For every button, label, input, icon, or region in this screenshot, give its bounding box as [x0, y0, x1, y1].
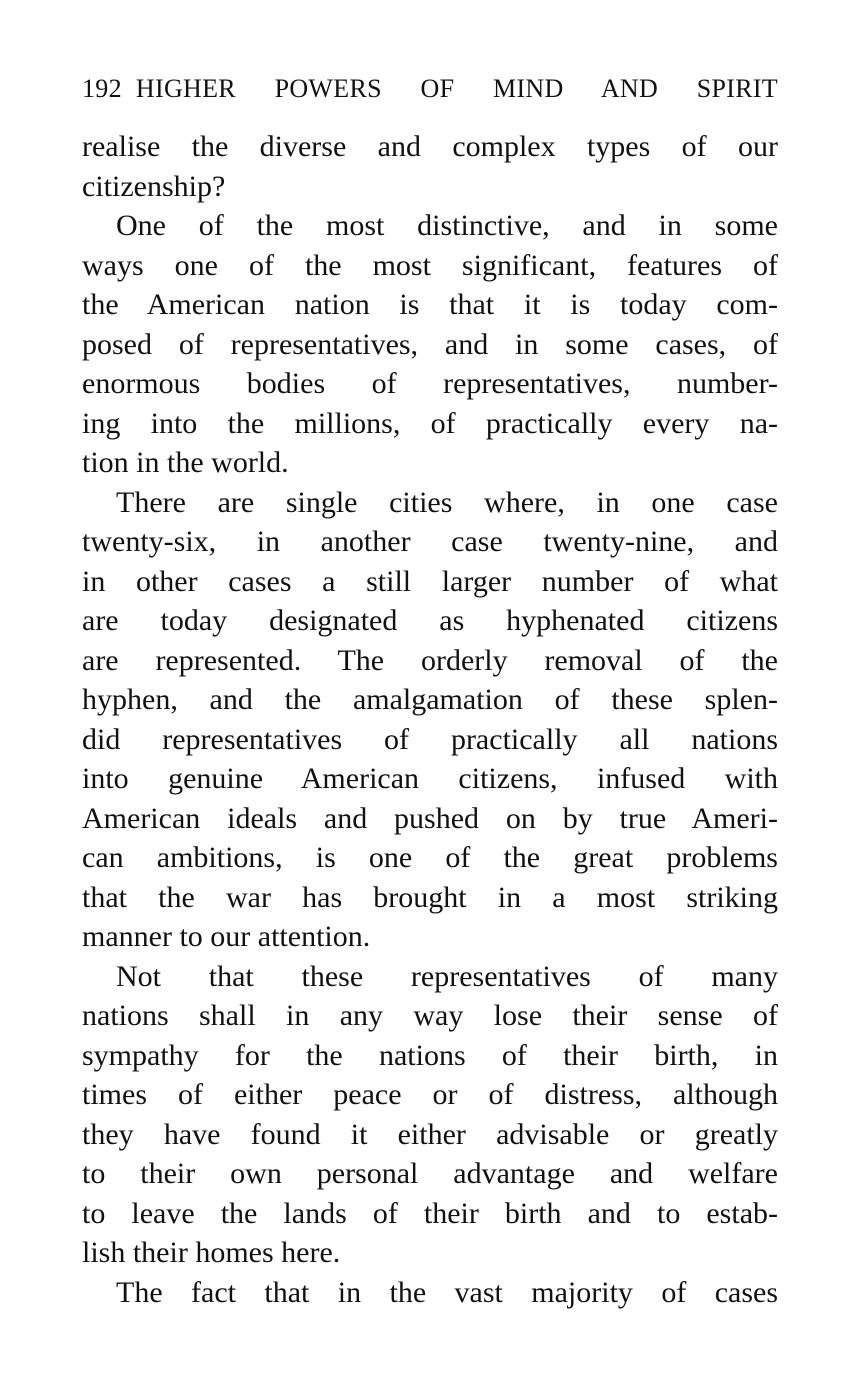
- text-line: citizenship?: [82, 169, 226, 203]
- text-line: ways one of the most significant, features of: [82, 248, 778, 282]
- text-line: they have found it either advisable or greatly: [82, 1117, 778, 1151]
- text-line: Not that these representatives of many: [116, 959, 778, 993]
- text-line: can ambitions, is one of the great problems: [82, 841, 778, 874]
- text-line: to their own personal advantage and welfare: [82, 1157, 778, 1190]
- running-title: HIGHER POWERS OF MIND AND SPIRIT: [135, 74, 778, 103]
- text-line: hyphen, and the amalgamation of these splen-: [82, 683, 778, 716]
- text-line: sympathy for the nations of their birth, in: [82, 1038, 778, 1072]
- text-line: did representatives of practically all nations: [82, 722, 778, 756]
- text-line: ing into the millions, of practically every na-: [82, 406, 778, 440]
- text-line: the American nation is that it is today com-: [82, 288, 778, 321]
- text-line: tion in the world.: [82, 446, 289, 479]
- text-line: are today designated as hyphenated citizens: [82, 604, 778, 637]
- text-line: enormous bodies of representatives, number-: [82, 367, 778, 400]
- text-line: manner to our attention.: [82, 920, 371, 953]
- text-line: lish their homes here.: [82, 1236, 341, 1269]
- text-line: that the war has brought in a most striking: [82, 880, 778, 914]
- text-line: American ideals and pushed on by true Ameri-: [82, 801, 778, 835]
- paragraph: [82, 957, 778, 1273]
- text-line: are represented. The orderly removal of the: [82, 643, 778, 677]
- text-line: There are single cities where, in one case: [116, 485, 778, 519]
- text-line: into genuine American citizens, infused with: [82, 762, 778, 795]
- text-line: posed of representatives, and in some cases, of: [82, 327, 778, 361]
- page-number: 192: [82, 74, 122, 103]
- paragraph: [82, 483, 778, 957]
- text-line: One of the most distinctive, and in some: [116, 209, 778, 242]
- paragraph: [82, 206, 778, 483]
- paragraph: [82, 1273, 778, 1313]
- text-line: The fact that in the vast majority of cases: [116, 1275, 778, 1309]
- text-line: to leave the lands of their birth and to estab-: [82, 1196, 778, 1230]
- paragraph: [82, 127, 778, 206]
- text-line: in other cases a still larger number of what: [82, 564, 778, 598]
- page-body: [82, 127, 778, 1312]
- text-line: nations shall in any way lose their sense of: [82, 999, 778, 1032]
- running-header: [82, 74, 778, 104]
- text-line: realise the diverse and complex types of our: [82, 130, 778, 163]
- text-line: times of either peace or of distress, although: [82, 1078, 778, 1111]
- text-line: twenty-six, in another case twenty-nine, and: [82, 525, 778, 558]
